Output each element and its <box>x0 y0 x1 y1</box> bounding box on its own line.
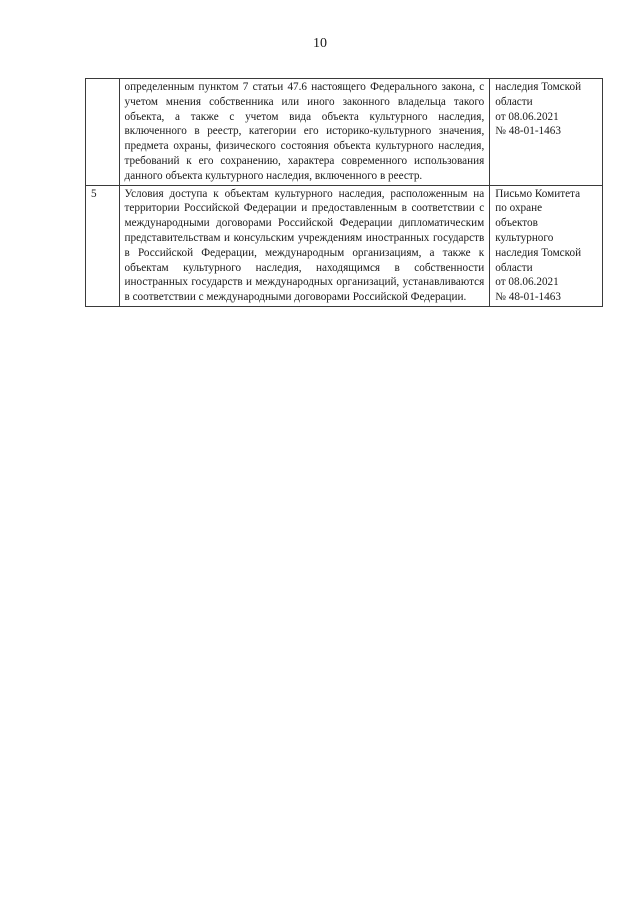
source-line: наследия Томской <box>495 81 582 93</box>
row-number-cell: 5 <box>86 185 120 306</box>
table-row <box>86 185 603 306</box>
source-line: от 08.06.2021 <box>495 276 559 289</box>
source-line: наследия Томской <box>495 246 582 259</box>
row-source-cell <box>490 185 603 306</box>
table-row <box>86 79 603 186</box>
page-number: 10 <box>313 36 327 51</box>
source-line: № 48-01-1463 <box>495 291 561 304</box>
requirements-table <box>85 78 603 307</box>
source-line: области <box>495 261 533 274</box>
source-line: № 48-01-1463 <box>495 125 561 138</box>
row-text-cell: определенным пунктом 7 статьи 47.6 настоящего Федерального закона, с учетом мнения собственника или иного законного владельца такого объекта, а также с учетом вида объекта культурного наследия, включенного в реестр, категории его историко-культурного значения, предмета охраны, физического состояния объекта культурного наследия, требований к его сохранению, характера современного использования данного объекта культурного наследия, включенного в реестр. <box>119 79 490 186</box>
row-number-cell <box>86 79 120 186</box>
source-line: объектов <box>495 217 538 230</box>
row-source-cell <box>490 79 603 186</box>
row-text-cell: Условия доступа к объектам культурного наследия, расположенным на территории Российской Федерации и предоставленным в соответствии с международными договорами Российской Федерации дипломатическим представительствам и консульским учреждениям иностранных государств в Российской Федерации, международным организациям, а также к объектам культурного наследия, находящимся в собственности иностранных государств и международных организаций, устанавливаются в соответствии с международными договорами Российской Федерации. <box>119 185 490 306</box>
source-line: Письмо Комитета <box>495 187 581 200</box>
source-line: области <box>495 95 533 108</box>
source-line: культурного <box>495 231 554 244</box>
source-line: по охране <box>495 202 543 215</box>
source-line: от 08.06.2021 <box>495 110 559 123</box>
